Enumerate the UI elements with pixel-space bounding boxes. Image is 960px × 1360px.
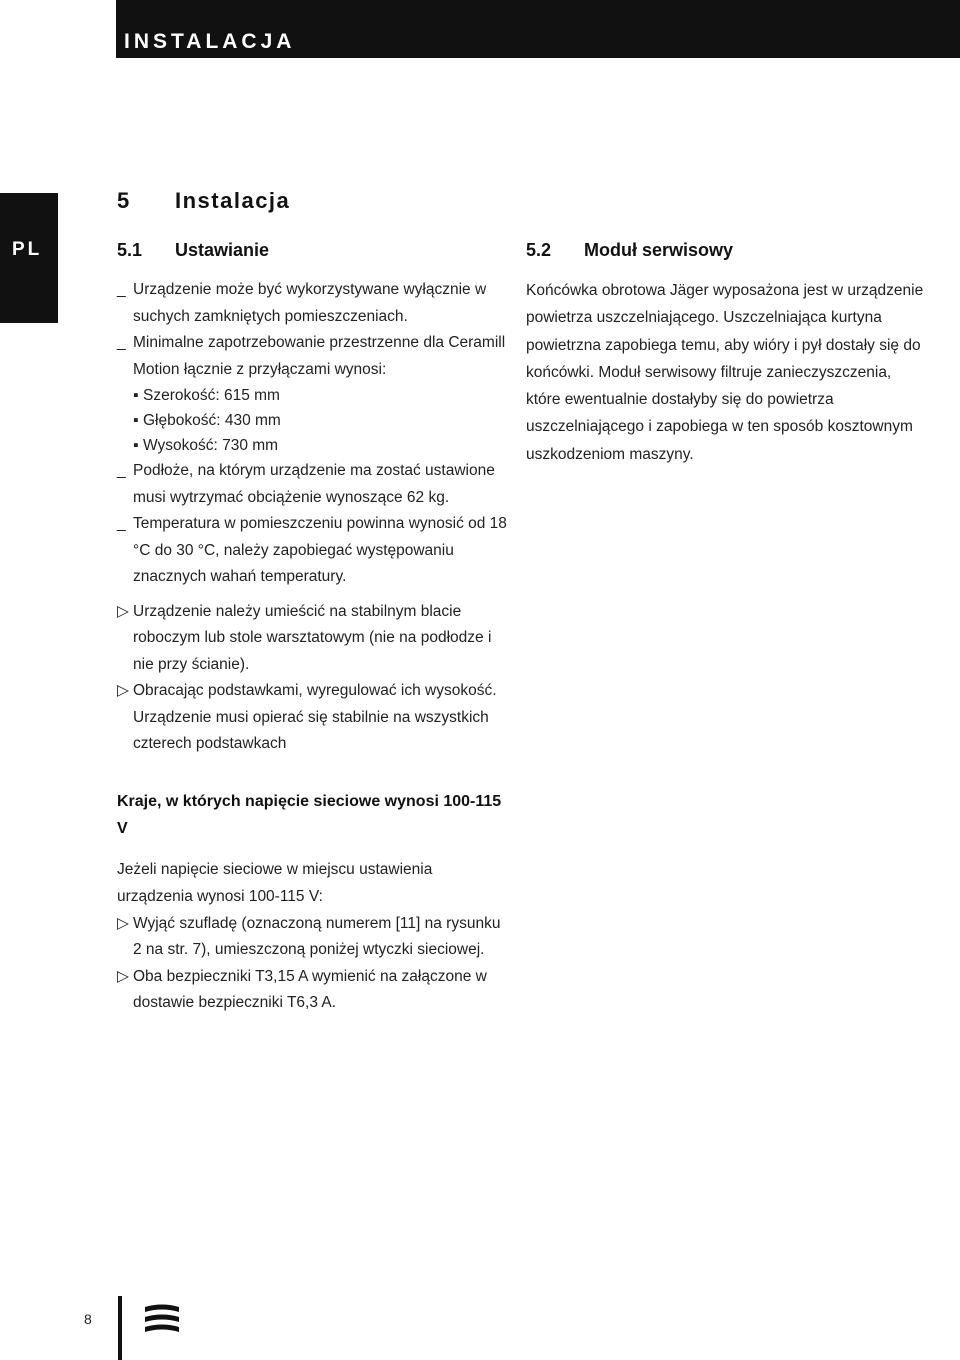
chapter-title [117, 187, 290, 215]
section-5-1-title [117, 238, 269, 262]
section-5-2-title [526, 238, 733, 262]
page-number: 8 [84, 1311, 92, 1327]
brand-logo-icon [143, 1302, 181, 1338]
dash-marker: _ [117, 334, 126, 351]
section-number: 5.2 [526, 240, 552, 260]
list-item: _ Urządzenie może być wykorzystywane wyłącznie w suchych zamkniętych pomieszczeniach. [117, 277, 512, 330]
dimension-item: ▪ Szerokość: 615 mm [117, 383, 512, 408]
list-item: _ Temperatura w pomieszczeniu powinna wynosić od 18 °C do 30 °C, należy zapobiegać występowaniu znacznych wahań temperatury. [117, 511, 512, 591]
triangle-icon: ▷ [117, 914, 129, 932]
section-name: Moduł serwisowy [584, 240, 734, 260]
instruction-step: ▷ Obracając podstawkami, wyregulować ich wysokość. Urządzenie musi opierać się stabilnie na wszystkich czterech podstawkach [117, 678, 512, 758]
section-number: 5.1 [117, 240, 143, 260]
instruction-step: ▷ Wyjąć szufladę (oznaczoną numerem [11] na rysunku 2 na str. 7), umieszczoną poniżej wtyczki sieciowej. [117, 911, 512, 964]
right-column [526, 277, 926, 468]
chapter-number: 5 [117, 188, 131, 213]
triangle-icon: ▷ [117, 682, 129, 699]
language-label: PL [12, 239, 43, 260]
voltage-note-intro: Jeżeli napięcie sieciowe w miejscu ustawienia urządzenia wynosi 100-115 V: [117, 860, 433, 905]
square-bullet-icon: ▪ [133, 387, 139, 404]
footer-divider [118, 1296, 122, 1360]
instruction-step: ▷ Urządzenie należy umieścić na stabilnym blacie roboczym lub stole warsztatowym (nie na podłodze i nie przy ścianie). [117, 599, 512, 679]
square-bullet-icon: ▪ [133, 412, 139, 429]
dimension-item: ▪ Wysokość: 730 mm [117, 433, 512, 458]
dash-marker: _ [117, 462, 126, 479]
list-item: _ Minimalne zapotrzebowanie przestrzenne dla Ceramill Motion łącznie z przyłączami wynosi: [117, 330, 512, 383]
header-title: INSTALACJA [124, 30, 296, 53]
service-module-text: Końcówka obrotowa Jäger wyposażona jest w urządzenie powietrza uszczelniającego. Uszczelniająca kurtyna powietrzna zapobiega temu, aby wióry i pył dostały się do końcówki. Moduł serwisowy filtruje zanieczyszczenia, które ewentualnie dostałyby się do powietrza uszczelniającego i zapobiega w ten sposób kosztownym uszkodzeniom maszyny. [526, 282, 924, 463]
instruction-step: ▷ Oba bezpieczniki T3,15 A wymienić na załączone w dostawie bezpieczniki T6,3 A. [117, 964, 512, 1017]
dash-marker: _ [117, 281, 126, 298]
square-bullet-icon: ▪ [133, 437, 139, 454]
chapter-name: Instalacja [175, 188, 291, 213]
header-bar [116, 0, 960, 58]
language-tab [0, 193, 58, 323]
dash-marker: _ [117, 515, 126, 532]
section-name: Ustawianie [175, 240, 270, 260]
list-item: _ Podłoże, na którym urządzenie ma zostać ustawione musi wytrzymać obciążenie wynoszące 62 kg. [117, 458, 512, 511]
dimension-item: ▪ Głębokość: 430 mm [117, 408, 512, 433]
triangle-icon: ▷ [117, 602, 129, 620]
voltage-note-title: Kraje, w których napięcie sieciowe wynosi 100-115 V [117, 792, 502, 837]
left-column [117, 277, 512, 1017]
triangle-icon: ▷ [117, 967, 129, 985]
